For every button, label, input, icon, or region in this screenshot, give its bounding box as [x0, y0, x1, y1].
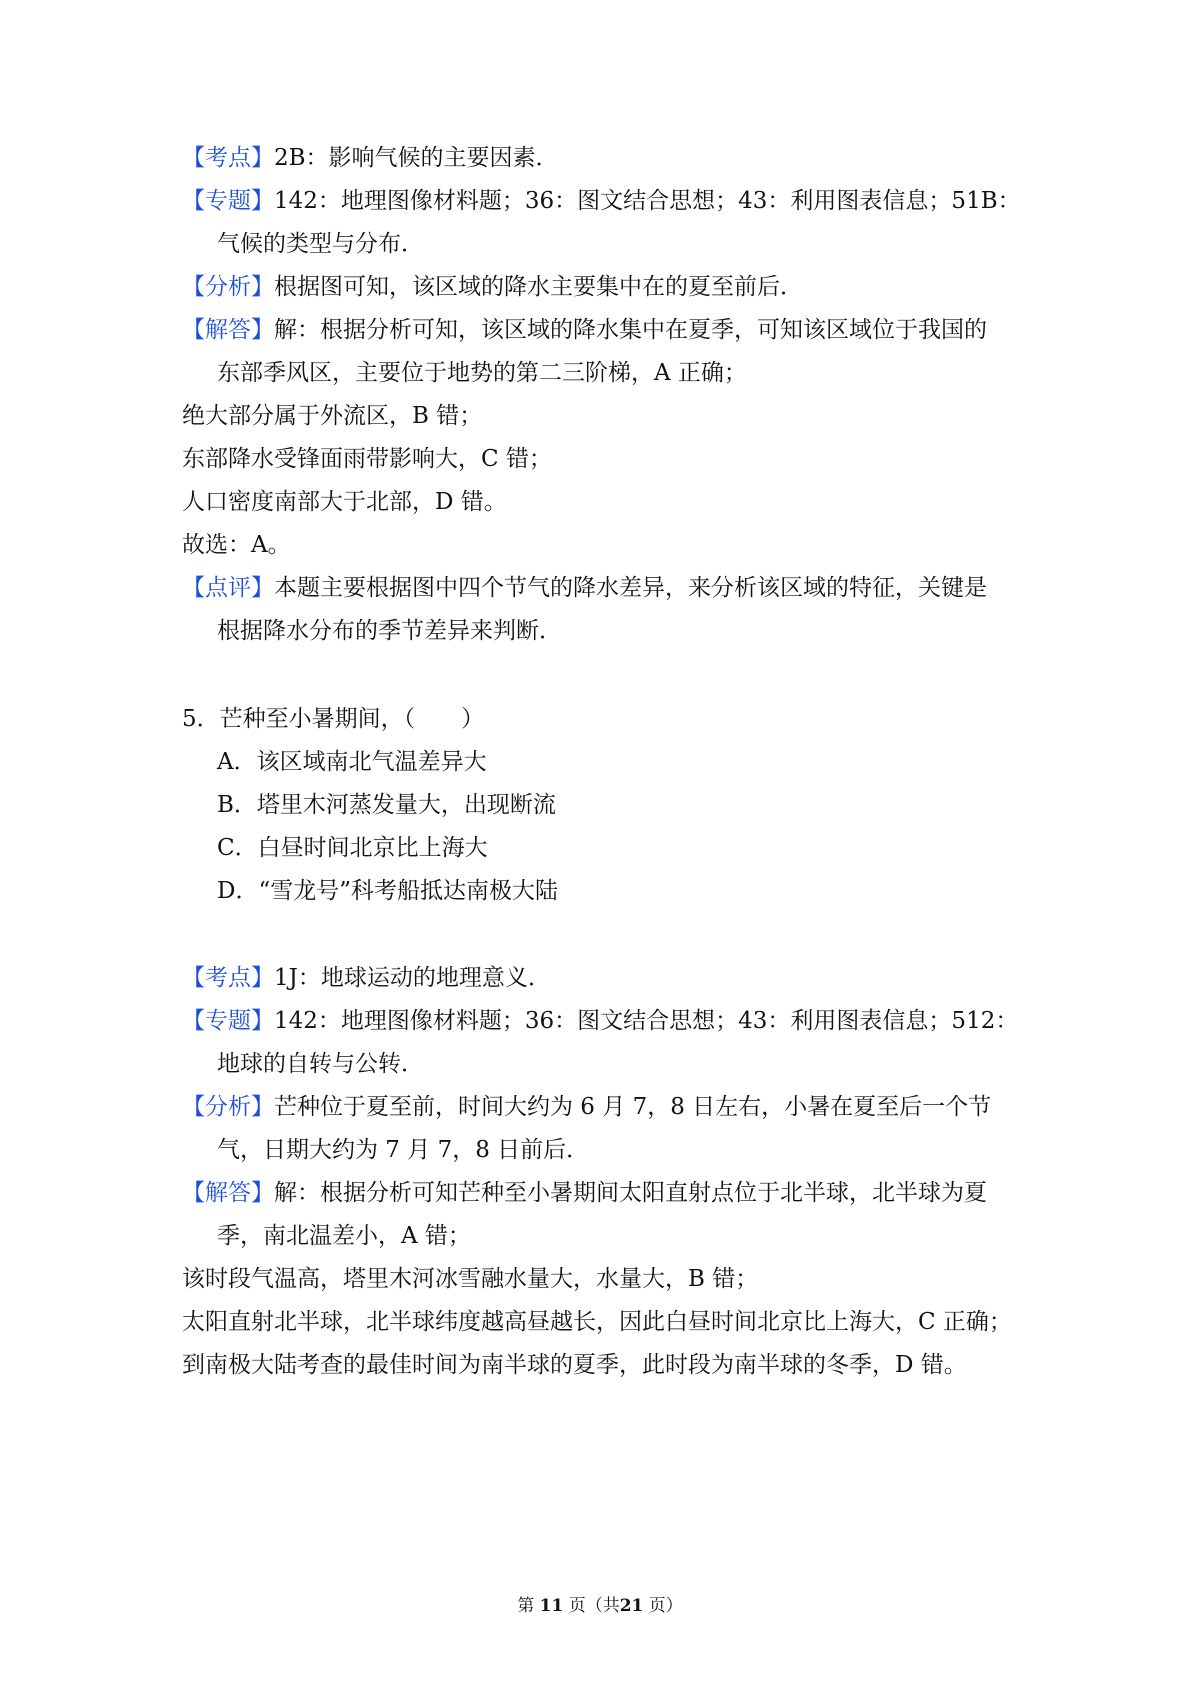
- zhuanti-continuation-2: 地球的自转与公转．: [217, 1051, 424, 1077]
- dianping-tag: 【点评】: [182, 575, 274, 601]
- kaodian-line-2: [182, 962, 1052, 994]
- footer-prefix: 第: [517, 1596, 535, 1616]
- answer-1: 故选：A。: [182, 532, 291, 558]
- jieda-tag: 【解答】: [182, 317, 274, 343]
- jieda-line-2: [182, 1177, 1052, 1209]
- jieda-text: 解：根据分析可知，该区域的降水集中在夏季，可知该区域位于我国的: [274, 317, 987, 343]
- question-5-option-c: C．白昼时间北京比上海大: [217, 835, 488, 861]
- jieda-text: 解：根据分析可知芒种至小暑期间太阳直射点位于北半球，北半球为夏: [274, 1180, 987, 1206]
- question-5-option-b: B．塔里木河蒸发量大，出现断流: [217, 792, 556, 818]
- kaodian-line-1: [182, 142, 1052, 174]
- analysis-d-2: 到南极大陆考查的最佳时间为南半球的夏季，此时段为南半球的冬季，D 错。: [182, 1352, 967, 1378]
- analysis-c-1: 东部降水受锋面雨带影响大，C 错；: [182, 446, 552, 472]
- dianping-line-1: [182, 572, 1052, 604]
- page-footer: [0, 1595, 1200, 1617]
- jieda-continuation-1: 东部季风区，主要位于地势的第二三阶梯，A 正确；: [217, 360, 747, 386]
- fenxi-text: 芒种位于夏至前，时间大约为 6 月 7，8 日左右，小暑在夏至后一个节: [274, 1094, 992, 1120]
- jieda-continuation-2: 季，南北温差小，A 错；: [217, 1223, 471, 1249]
- question-5-stem: 5．芒种至小暑期间，（ ）: [182, 706, 485, 732]
- fenxi-line-2: [182, 1091, 1052, 1123]
- zhuanti-continuation-1: 气候的类型与分布．: [217, 231, 424, 257]
- zhuanti-tag: 【专题】: [182, 188, 274, 214]
- zhuanti-text: 142：地理图像材料题；36：图文结合思想；43：利用图表信息；51B：: [274, 188, 1021, 214]
- analysis-b-1: 绝大部分属于外流区，B 错；: [182, 403, 483, 429]
- fenxi-line-1: [182, 271, 1052, 303]
- jieda-tag: 【解答】: [182, 1180, 274, 1206]
- footer-suffix: 页）: [648, 1596, 683, 1616]
- zhuanti-text: 142：地理图像材料题；36：图文结合思想；43：利用图表信息；512：: [274, 1008, 1019, 1034]
- question-5-option-a: A．该区域南北气温差异大: [217, 749, 487, 775]
- kaodian-text: 1J：地球运动的地理意义．: [274, 965, 551, 991]
- kaodian-text: 2B：影响气候的主要因素．: [274, 145, 559, 171]
- fenxi-tag: 【分析】: [182, 274, 274, 300]
- jieda-line-1: [182, 314, 1052, 346]
- kaodian-tag: 【考点】: [182, 145, 274, 171]
- analysis-d-1: 人口密度南部大于北部，D 错。: [182, 489, 507, 515]
- footer-total-pages: 21: [619, 1596, 644, 1616]
- fenxi-text: 根据图可知，该区域的降水主要集中在的夏至前后．: [274, 274, 803, 300]
- kaodian-tag: 【考点】: [182, 965, 274, 991]
- dianping-text: 本题主要根据图中四个节气的降水差异，来分析该区域的特征，关键是: [274, 575, 987, 601]
- zhuanti-line-1: [182, 185, 1052, 217]
- analysis-c-2: 太阳直射北半球，北半球纬度越高昼越长，因此白昼时间北京比上海大，C 正确；: [182, 1309, 1012, 1335]
- dianping-continuation-1: 根据降水分布的季节差异来判断．: [217, 618, 562, 644]
- analysis-b-2: 该时段气温高，塔里木河冰雪融水量大，水量大，B 错；: [182, 1266, 759, 1292]
- zhuanti-line-2: [182, 1005, 1052, 1037]
- footer-middle: 页（共: [568, 1596, 620, 1616]
- footer-page-number: 11: [539, 1596, 564, 1616]
- zhuanti-tag: 【专题】: [182, 1008, 274, 1034]
- fenxi-continuation-2: 气，日期大约为 7 月 7，8 日前后．: [217, 1137, 590, 1163]
- question-5-option-d: D．“雪龙号”科考船抵达南极大陆: [217, 878, 558, 904]
- fenxi-tag: 【分析】: [182, 1094, 274, 1120]
